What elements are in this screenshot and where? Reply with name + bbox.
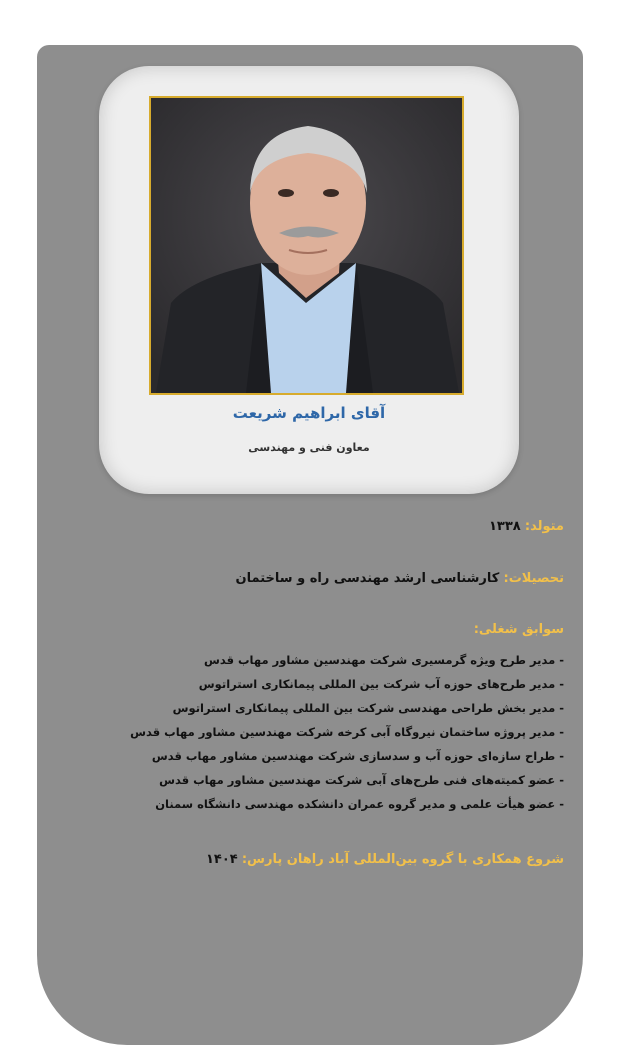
education-row [236,571,564,586]
education-value: کارشناسی ارشد مهندسی راه و ساختمان [235,571,500,586]
history-item: - عضو هیأت علمی و مدیر گروه عمران دانشکده مهندسی دانشگاه سمنان [155,797,564,811]
birth-label: متولد: [524,519,564,534]
history-item: - عضو کمیته‌های فنی طرح‌های آبی شرکت مهندسین مشاور مهاب قدس [159,773,564,787]
cooperation-value: ۱۴۰۴ [205,852,238,867]
history-title: سوابق شغلی: [473,622,564,637]
birth-value: ۱۳۳۸ [489,519,521,534]
portrait-photo [149,96,464,395]
birth-row [489,519,564,534]
cooperation-label: شروع همکاری با گروه بین‌المللی آباد راهان پارس: [241,852,564,867]
person-role: معاون فنی و مهندسی [248,441,370,454]
education-label: تحصیلات: [503,571,564,586]
person-name: آقای ابراهیم شریعت [232,404,386,422]
history-item: - مدیر طرح‌های حوزه آب شرکت بین المللی پیمانکاری استراتوس [198,677,564,691]
history-item: - مدیر بخش طراحی مهندسی شرکت بین المللی پیمانکاری استراتوس [172,701,564,715]
cooperation-row [206,852,564,867]
history-item: - مدیر طرح ویژه گرمسیری شرکت مهندسین مشاور مهاب قدس [203,653,564,667]
history-item: - طراح سازه‌ای حوزه آب و سدسازی شرکت مهندسین مشاور مهاب قدس [151,749,564,763]
history-item: - مدیر پروژه ساختمان نیروگاه آبی کرخه شرکت مهندسین مشاور مهاب قدس [130,725,564,739]
history-list [130,648,564,816]
